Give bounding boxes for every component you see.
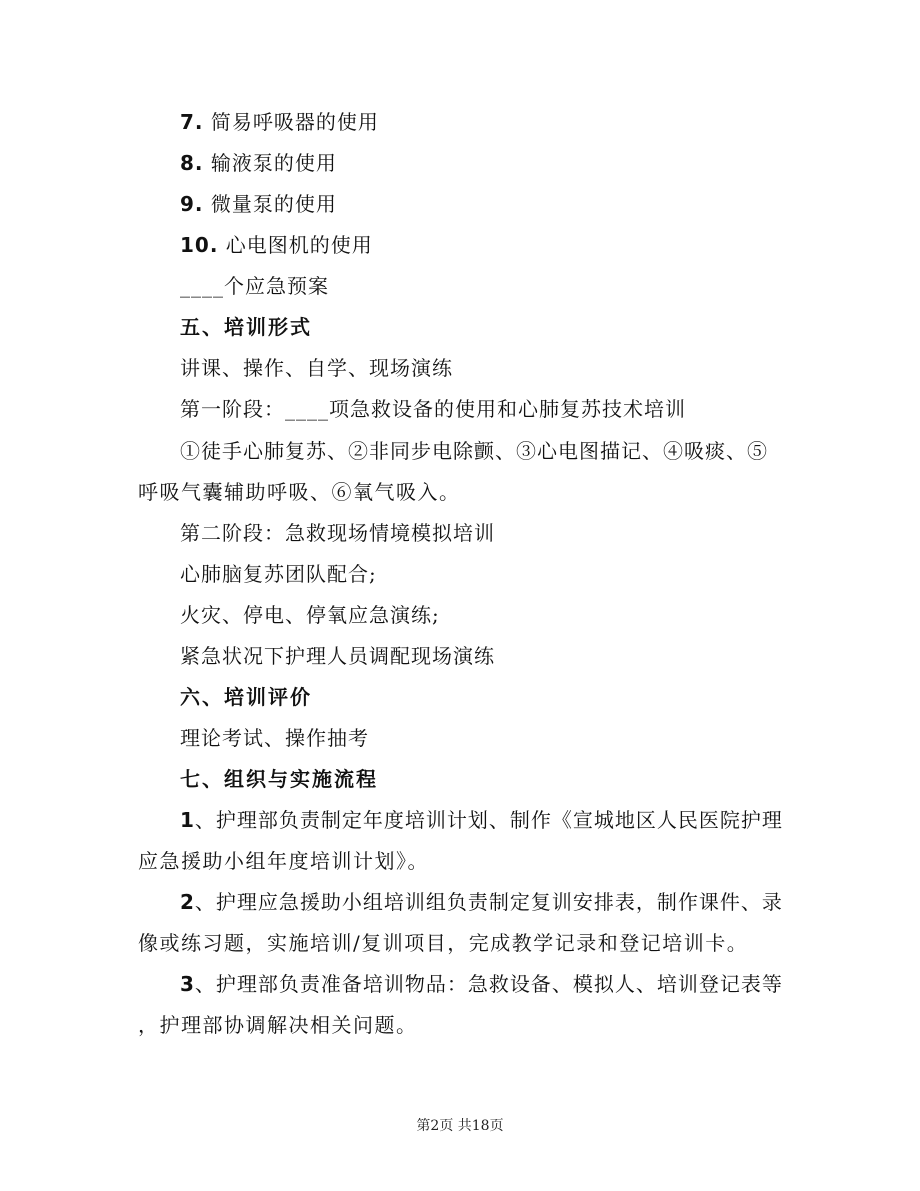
- section-heading-training-form: 五、培训形式: [180, 315, 312, 339]
- item-number: 8.: [180, 151, 204, 175]
- paragraph-number: 2: [180, 890, 195, 914]
- list-item-10: [180, 231, 373, 259]
- paragraph-number: 3: [180, 972, 195, 996]
- paragraph-text: 、护理部负责制定年度培训计划、制作《宣城地区人民医院护理: [194, 808, 783, 832]
- stage-two-item-3: 紧急状况下护理人员调配现场演练: [180, 644, 495, 668]
- list-item-7: [180, 108, 379, 136]
- paragraph-1-line2: 应急援助小组年度培训计划》。: [138, 849, 429, 873]
- paragraph-2-line1: [180, 888, 783, 916]
- paragraph-2-line2: 像或练习题，实施培训/复训项目，完成教学记录和登记培训卡。: [138, 931, 749, 955]
- stage-one-text: 第一阶段：____项急救设备的使用和心肺复苏技术培训: [180, 397, 686, 421]
- section-heading-training-evaluation: 六、培训评价: [180, 685, 312, 709]
- item-text: 微量泵的使用: [203, 192, 337, 216]
- item-text: 心电图机的使用: [218, 233, 373, 257]
- section-heading-organization: 七、组织与实施流程: [180, 767, 378, 791]
- training-forms-text: 讲课、操作、自学、现场演练: [180, 356, 453, 380]
- paragraph-text: 、护理应急援助小组培训组负责制定复训安排表，制作课件、录: [194, 890, 783, 914]
- stage-two-text: 第二阶段：急救现场情境模拟培训: [180, 521, 495, 545]
- stage-two-item-2: 火灾、停电、停氧应急演练;: [180, 603, 440, 627]
- item-number: 7.: [180, 110, 204, 134]
- page-number-footer: 第2页 共18页: [416, 1118, 504, 1134]
- evaluation-text: 理论考试、操作抽考: [180, 726, 369, 750]
- paragraph-text: 、护理部负责准备培训物品：急救设备、模拟人、培训登记表等: [194, 972, 783, 996]
- stage-two-item-1: 心肺脑复苏团队配合;: [180, 562, 377, 586]
- stage-one-items-line1: ①徒手心肺复苏、②非同步电除颤、③心电图描记、④吸痰、⑤: [180, 439, 768, 463]
- list-item-8: [180, 149, 337, 177]
- paragraph-number: 1: [180, 808, 195, 832]
- paragraph-3-line1: [180, 970, 783, 998]
- list-item-9: [180, 190, 337, 218]
- item-number: 9.: [180, 192, 204, 216]
- paragraph-3-line2: ，护理部协调解决相关问题。: [138, 1013, 418, 1037]
- emergency-plans-line: ____个应急预案: [180, 274, 329, 298]
- stage-one-items-line2: 呼吸气囊辅助呼吸、⑥氧气吸入。: [138, 480, 461, 504]
- item-text: 输液泵的使用: [203, 151, 337, 175]
- item-text: 简易呼吸器的使用: [203, 110, 379, 134]
- paragraph-1-line1: [180, 806, 783, 834]
- item-number: 10.: [180, 233, 219, 257]
